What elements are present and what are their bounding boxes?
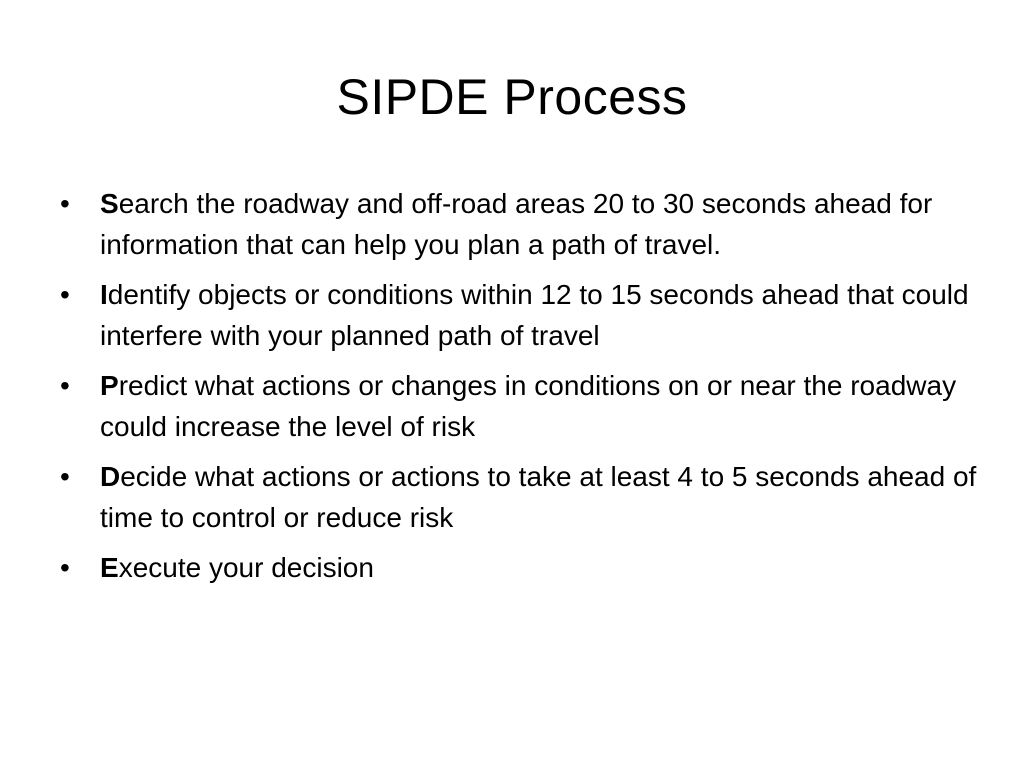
- bullet-item-predict: [58, 365, 978, 447]
- bullet-icon: •: [60, 188, 70, 219]
- bullet-initial: E: [100, 552, 119, 583]
- bullet-text: xecute your decision: [118, 552, 374, 583]
- bullet-icon: •: [60, 279, 70, 310]
- bullet-item-identify: [58, 274, 978, 356]
- bullet-text: redict what actions or changes in conditions on or near the roadway could increase the level of risk: [100, 370, 957, 442]
- bullet-icon: •: [60, 552, 70, 583]
- bullet-icon: •: [60, 461, 70, 492]
- bullet-list: [58, 183, 978, 597]
- bullet-initial: S: [100, 188, 119, 219]
- bullet-item-execute: [58, 547, 978, 588]
- bullet-text: earch the roadway and off-road areas 20 to 30 seconds ahead for information that can help you plan a path of travel.: [100, 188, 933, 260]
- bullet-item-search: [58, 183, 978, 265]
- bullet-initial: P: [100, 370, 119, 401]
- bullet-initial: I: [100, 279, 108, 310]
- slide-title: SIPDE Process: [336, 69, 688, 125]
- bullet-text: dentify objects or conditions within 12 to 15 seconds ahead that could interfere with your planned path of travel: [100, 279, 969, 351]
- bullet-icon: •: [60, 370, 70, 401]
- bullet-initial: D: [100, 461, 121, 492]
- bullet-text: ecide what actions or actions to take at least 4 to 5 seconds ahead of time to control or reduce risk: [100, 461, 977, 533]
- bullet-item-decide: [58, 456, 978, 538]
